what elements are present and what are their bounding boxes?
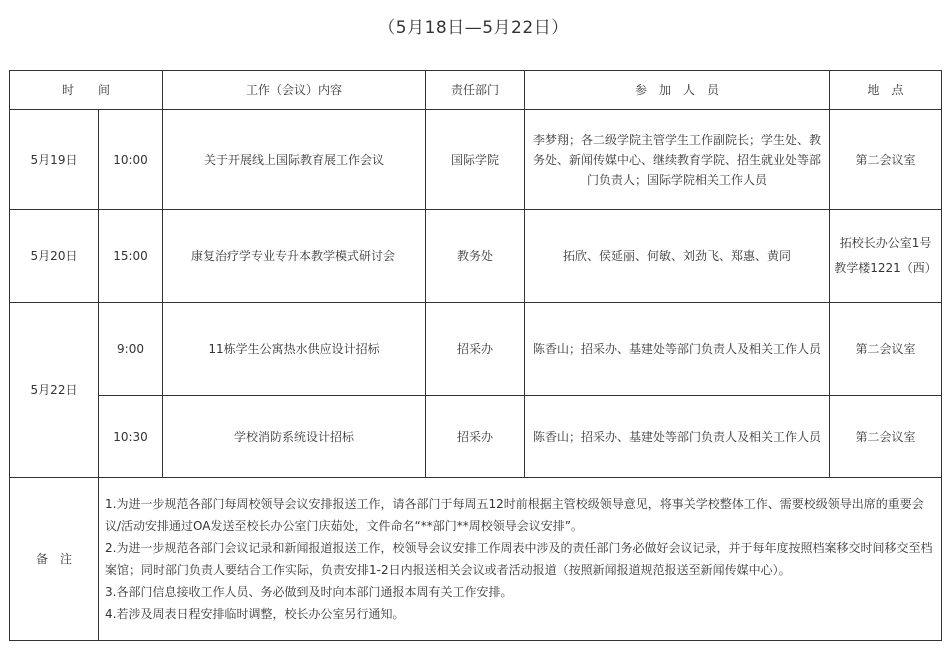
row-participants: 陈香山；招采办、基建处等部门负责人及相关工作人员 bbox=[525, 396, 830, 478]
note-item: 2.为进一步规范各部门会议记录和新闻报道报送工作，校领导会议安排工作周表中涉及的责任部门务必做好会议记录，并于每年度按照档案移交时间移交至档案馆；同时部门负责人要结合工作实际，负责安排1-2日内报送相关会议或者活动报道（按照新闻报道规范报送至新闻传媒中心）。 bbox=[105, 541, 933, 577]
row-time: 10:30 bbox=[99, 396, 163, 478]
row-date: 5月22日 bbox=[10, 303, 99, 478]
row-content: 学校消防系统设计招标 bbox=[163, 396, 426, 478]
row-location: 第二会议室 bbox=[830, 396, 942, 478]
header-row bbox=[10, 71, 942, 110]
notes-label: 备 注 bbox=[10, 478, 99, 641]
row-date: 5月20日 bbox=[10, 210, 99, 303]
row-location: 第二会议室 bbox=[830, 303, 942, 396]
header-content: 工作（会议）内容 bbox=[163, 71, 426, 110]
row-content: 关于开展线上国际教育展工作会议 bbox=[163, 110, 426, 210]
notes-row bbox=[10, 478, 942, 641]
table-row bbox=[10, 110, 942, 210]
note-item: 3.各部门信息接收工作人员、务必做到及时向本部门通报本周有关工作安排。 bbox=[105, 585, 513, 599]
row-participants: 陈香山；招采办、基建处等部门负责人及相关工作人员 bbox=[525, 303, 830, 396]
notes-content bbox=[99, 478, 942, 641]
table-row bbox=[10, 303, 942, 396]
header-dept: 责任部门 bbox=[426, 71, 525, 110]
row-location: 第二会议室 bbox=[830, 110, 942, 210]
note-item: 4.若涉及周表日程安排临时调整，校长办公室另行通知。 bbox=[105, 607, 405, 621]
row-content: 康复治疗学专业专升本教学模式研讨会 bbox=[163, 210, 426, 303]
row-time: 10:00 bbox=[99, 110, 163, 210]
page-title: （5月18日—5月22日） bbox=[378, 18, 569, 38]
row-dept: 招采办 bbox=[426, 303, 525, 396]
row-location: 拓校长办公室1号教学楼1221（西） bbox=[830, 210, 942, 303]
row-participants: 李梦翔；各二级学院主管学生工作副院长；学生处、教务处、新闻传媒中心、继续教育学院、招生就业处等部门负责人；国际学院相关工作人员 bbox=[525, 110, 830, 210]
note-item: 1.为进一步规范各部门每周校领导会议安排报送工作，请各部门于每周五12时前根据主管校级领导意见，将事关学校整体工作、需要校级领导出席的重要会议/活动安排通过OA发送至校长办公室门庆茹处，文件命名“**部门**周校领导会议安排”。 bbox=[105, 497, 924, 533]
row-dept: 教务处 bbox=[426, 210, 525, 303]
row-time: 9:00 bbox=[99, 303, 163, 396]
row-content: 11栋学生公寓热水供应设计招标 bbox=[163, 303, 426, 396]
table-row bbox=[10, 210, 942, 303]
row-participants: 拓欣、侯延丽、何敏、刘劲飞、郑惠、黄同 bbox=[525, 210, 830, 303]
header-location: 地 点 bbox=[830, 71, 942, 110]
header-participants: 参 加 人 员 bbox=[525, 71, 830, 110]
row-dept: 招采办 bbox=[426, 396, 525, 478]
table-row bbox=[10, 396, 942, 478]
row-dept: 国际学院 bbox=[426, 110, 525, 210]
header-time: 时 间 bbox=[10, 71, 163, 110]
row-date: 5月19日 bbox=[10, 110, 99, 210]
row-time: 15:00 bbox=[99, 210, 163, 303]
schedule-table bbox=[9, 70, 942, 641]
